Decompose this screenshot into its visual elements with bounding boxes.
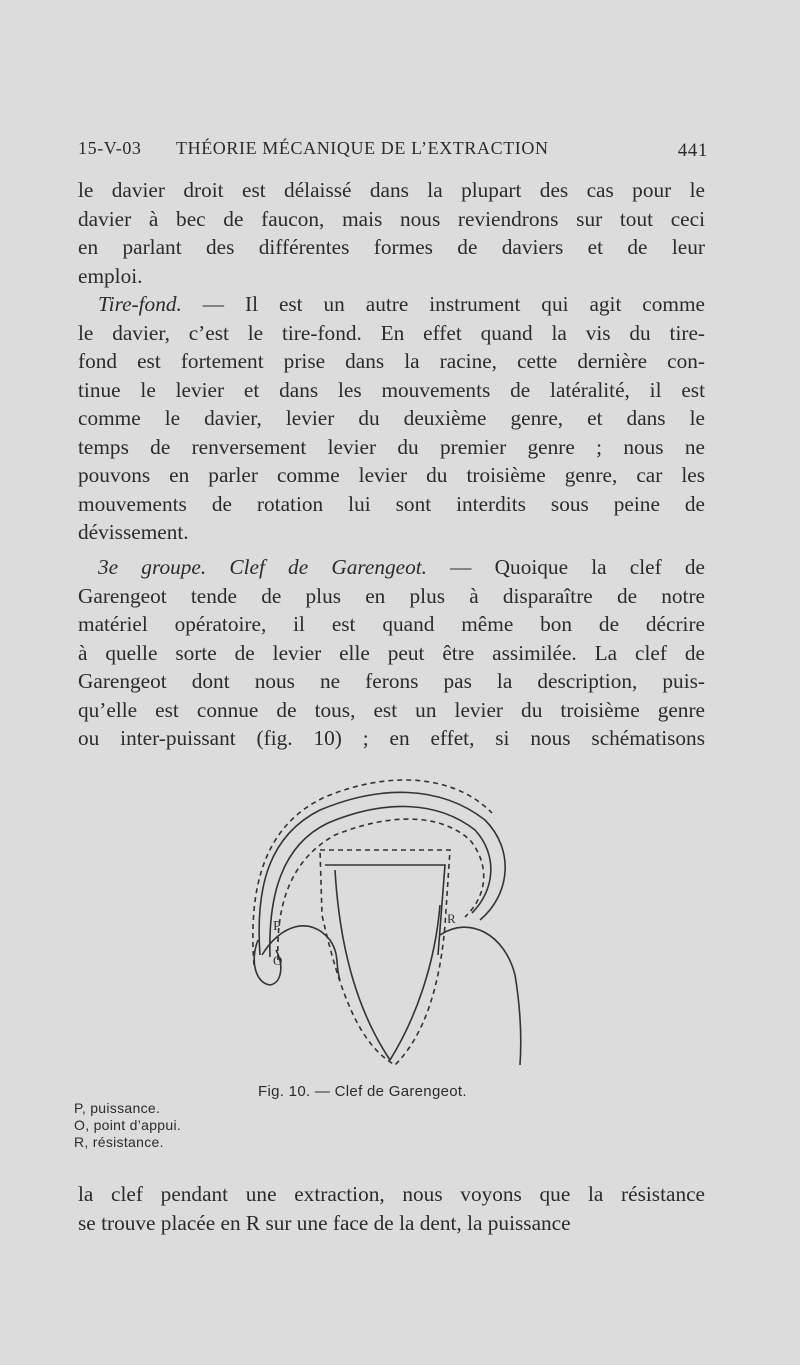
tooth-root (335, 870, 440, 1060)
label-p: P (273, 919, 281, 934)
text-line (78, 553, 705, 582)
text-line: en parlant des différentes formes de daviers et de leur (78, 235, 705, 259)
text-line: le davier droit est délaissé dans la plupart des cas pour le (78, 178, 705, 202)
text-line: comme le davier, levier du deuxième genre, et dans le (78, 406, 705, 430)
text-line: davier à bec de faucon, mais nous reviendrons sur tout ceci (78, 206, 705, 231)
key-shaft-dashed-inner (278, 819, 484, 960)
text-line: Garengeot tende de plus en plus à disparaître de notre (78, 583, 705, 608)
text-line: matériel opératoire, il est quand même bon de décrire (78, 612, 705, 636)
text-line: Garengeot dont nous ne ferons pas la description, puis- (78, 669, 705, 693)
text-line: se trouve placée en R sur une face de la dent, la puissance (78, 1210, 571, 1235)
text-line: temps de renversement levier du premier genre ; nous ne (78, 434, 705, 459)
label-r: R (447, 911, 456, 926)
legend-item-p: P, puissance. (74, 1100, 161, 1116)
text-line: dévissement. (78, 520, 189, 544)
key-shaft-outer (259, 792, 505, 955)
paragraph-4 (78, 1180, 705, 1237)
section-lead-tire-fond: Tire-fond. (98, 292, 182, 316)
text-line: fond est fortement prise dans la racine, cette dernière con- (78, 349, 705, 373)
text-line: qu’elle est connue de tous, est un levier du troisième genre (78, 697, 705, 722)
figure-legend (74, 1100, 181, 1151)
legend-item-o: O, point d’appui. (74, 1117, 182, 1133)
figure-caption: Fig. 10. — Clef de Garengeot. (258, 1083, 467, 1100)
text-line: tinue le levier et dans les mouvements de latéralité, il est (78, 377, 705, 402)
paragraph-3 (78, 553, 705, 753)
text-line: mouvements de rotation lui sont interdits sous peine de (78, 491, 705, 516)
garengeot-key-diagram (240, 765, 540, 1095)
section-lead-garengeot: 3e groupe. Clef de Garengeot. (98, 555, 427, 579)
text-fragment: — Quoique la clef de (426, 555, 705, 579)
text-line (78, 290, 705, 319)
text-line: la clef pendant une extraction, nous voyons que la résistance (78, 1182, 705, 1206)
text-line: le davier, c’est le tire-fond. En effet quand la vis du tire- (78, 320, 705, 345)
text-line: pouvons en parler comme levier du troisième genre, car les (78, 463, 705, 487)
text-line: ou inter-puissant (fig. 10) ; en effet, si nous schématisons (78, 726, 705, 750)
key-shaft-dashed-outer (253, 780, 492, 965)
legend-item-r: R, résistance. (74, 1134, 164, 1150)
paragraph-1 (78, 176, 705, 290)
paragraph-2 (78, 290, 705, 547)
page-number: 441 (677, 140, 708, 161)
text-fragment: — Il est un autre instrument qui agit comme (181, 292, 705, 316)
header-title: THÉORIE MÉCANIQUE DE L’EXTRACTION (176, 138, 549, 158)
tooth-dashed-outline (320, 850, 450, 1065)
header-left-code: 15-V-03 (78, 138, 142, 158)
key-shaft-inner (270, 806, 491, 957)
label-o: O (273, 953, 283, 968)
gum-line-right (440, 927, 521, 1065)
text-line: emploi. (78, 263, 143, 288)
text-line: à quelle sorte de levier elle peut être assimilée. La clef de (78, 640, 705, 665)
